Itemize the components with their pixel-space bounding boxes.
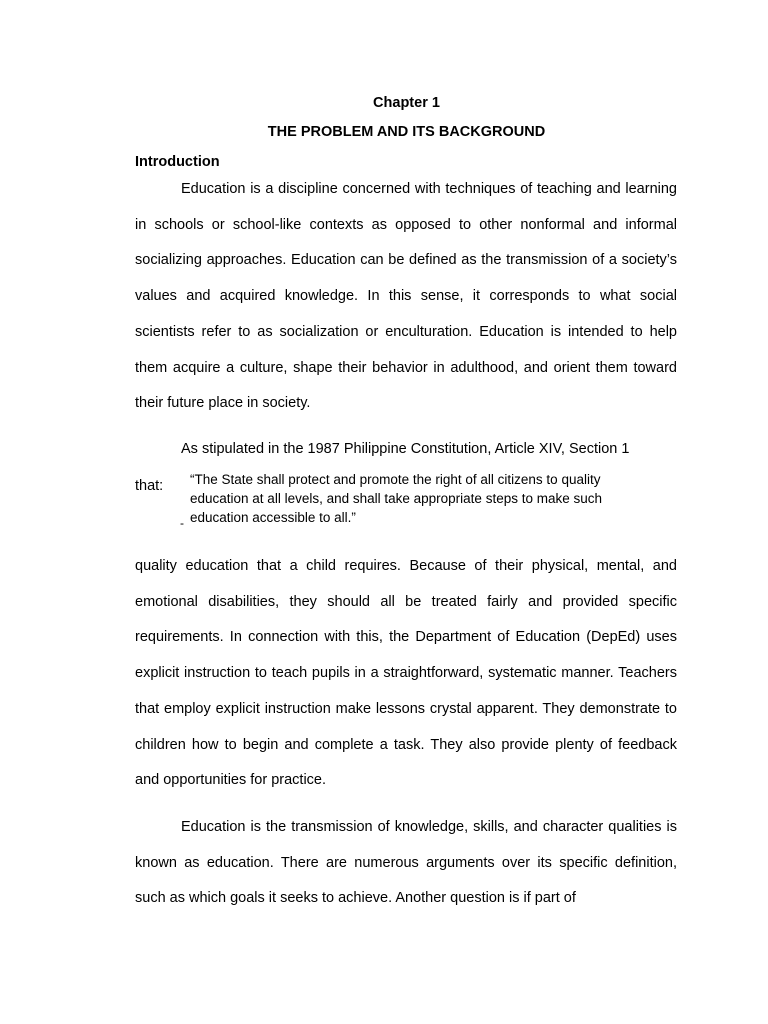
stray-dash-mark: - [180, 516, 184, 530]
paragraph-education-definition: Education is a discipline concerned with techniques of teaching and learning in schools or school-like contexts as opposed to other nonformal and informal socializing approaches. Education can be defined as the transmission of a society’s values and acquired knowledge. In this sense, it corresponds to what social scientists refer to as socialization or enculturation. Education is intended to help them acquire a culture, shape their behavior in adulthood, and orient them toward their future place in society. [135, 181, 677, 412]
paragraph-education-transmission: Education is the transmission of knowledge, skills, and character qualities is known as education. There are numerous arguments over its specific definition, such as which goals it seeks to achieve. Another question is if part of [135, 819, 677, 907]
paragraph-constitution-that: that: [135, 478, 164, 494]
section-heading-introduction: Introduction [135, 154, 220, 170]
block-quote-constitution: “The State shall protect and promote the right of all citizens to quality education at all levels, and shall take appropriate steps to make such education accessible to all.” [190, 472, 602, 525]
chapter-title: THE PROBLEM AND ITS BACKGROUND [267, 124, 546, 140]
paragraph-constitution-intro: As stipulated in the 1987 Philippine Constitution, Article XIV, Section 1 [181, 441, 630, 457]
paragraph-quality-education: quality education that a child requires. Because of their physical, mental, and emotional disabilities, they should all be treated fairly and provided specific requirements. In connection with this, the Department of Education (DepEd) uses explicit instruction to teach pupils in a straightforward, systematic manner. Teachers that employ explicit instruction make lessons crystal apparent. They demonstrate to children how to begin and complete a task. They also provide plenty of feedback and opportunities for practice. [135, 558, 677, 789]
chapter-label: Chapter 1 [373, 95, 440, 111]
